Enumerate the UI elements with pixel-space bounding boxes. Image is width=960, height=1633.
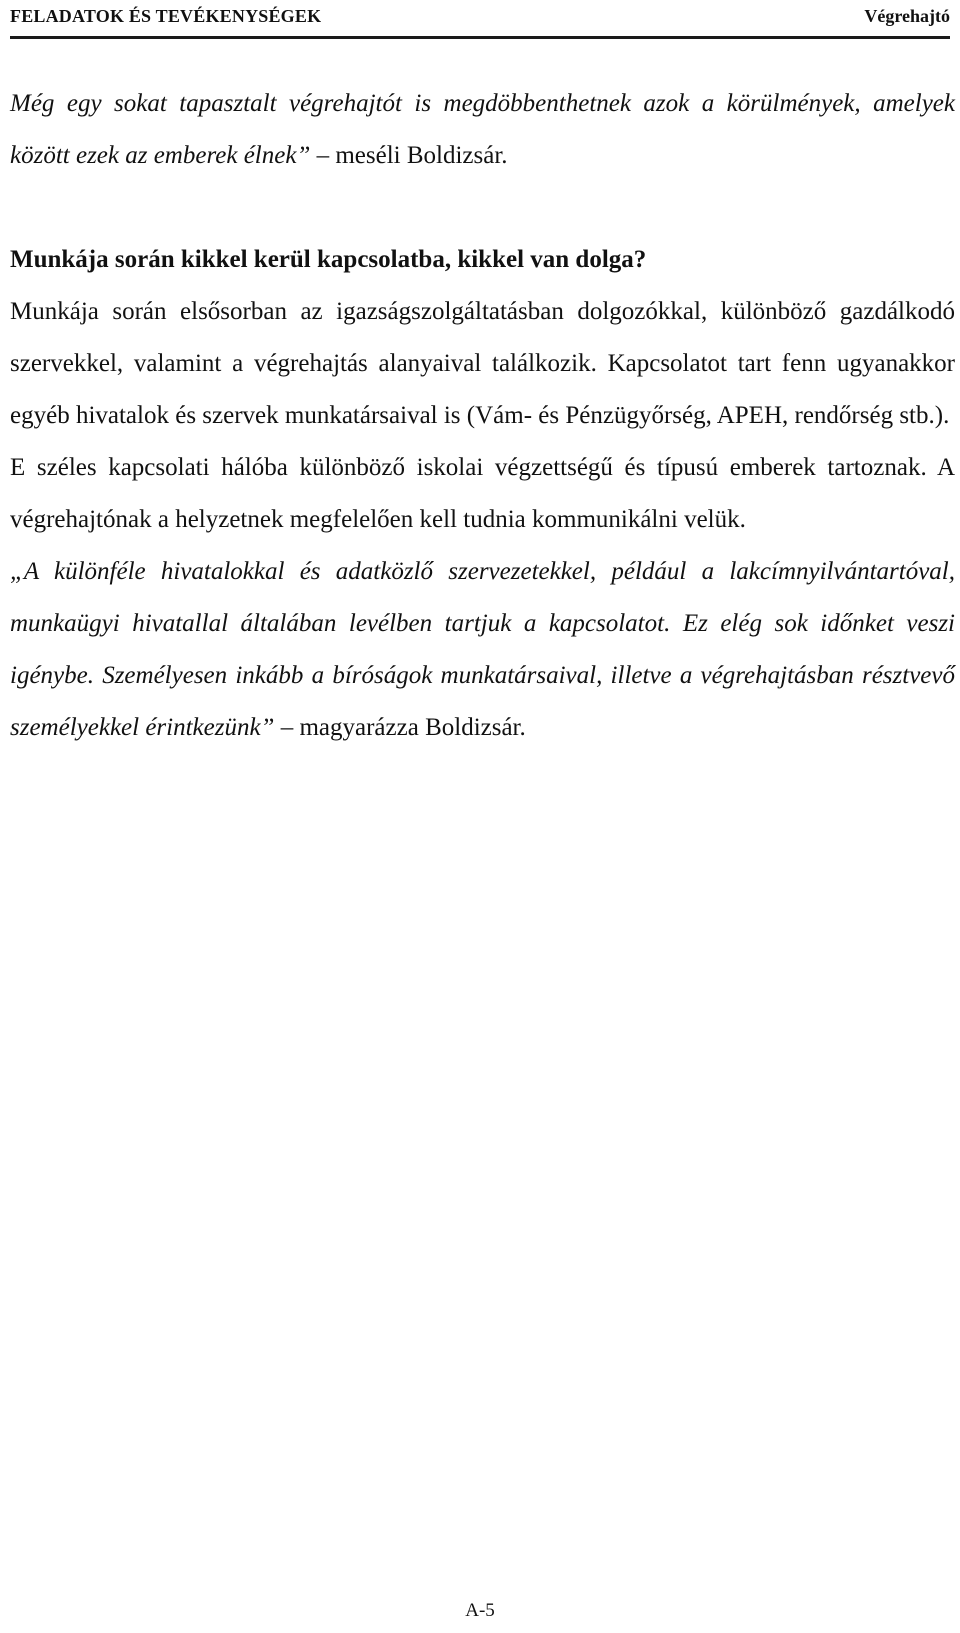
body-paragraph-2: E széles kapcsolati hálóba különböző iskolai végzettségű és típusú emberek tartoznak. A végrehajtónak a helyzetnek megfelelően kell tudnia kommunikálni velük. (10, 454, 955, 533)
header-occupation-title: Végrehajtó (864, 6, 950, 26)
document-body (10, 78, 955, 754)
quote-2-attribution: – magyarázza Boldizsár. (274, 714, 526, 741)
quote-2-italic: „A különféle hivatalokkal és adatközlő szervezetekkel, például a lakcímnyilvántartóval, munkaügyi hivatallal általában levélben tartjuk a kapcsolatot. Ez elég sok időnket veszi igénybe. Személyesen inkább a bíróságok munkatársaival, illetve a végrehajtásban résztvevő személyekkel érintkezünk” (10, 558, 955, 741)
quote-1-italic: Még egy sokat tapasztalt végrehajtót is megdöbbenthetnek azok a körülmények, amelyek között ezek az emberek élnek” (10, 90, 955, 169)
header-section-title: FELADATOK ÉS TEVÉKENYSÉGEK (10, 6, 322, 26)
page-number: A-5 (465, 1600, 495, 1621)
quote-paragraph-2 (10, 546, 955, 754)
page-header (10, 0, 950, 39)
paragraph-gap (10, 182, 955, 234)
quote-paragraph-1 (10, 78, 955, 182)
body-paragraph-1: Munkája során elsősorban az igazságszolgáltatásban dolgozókkal, különböző gazdálkodó szervekkel, valamint a végrehajtás alanyaival találkozik. Kapcsolatot tart fenn ugyanakkor egyéb hivatalok és szervek munkatársaival is (Vám- és Pénzügyőrség, APEH, rendőrség stb.). (10, 298, 955, 429)
section-heading: Munkája során kikkel kerül kapcsolatba, kikkel van dolga? (10, 246, 647, 273)
quote-1-attribution: – meséli Boldizsár. (310, 142, 508, 169)
